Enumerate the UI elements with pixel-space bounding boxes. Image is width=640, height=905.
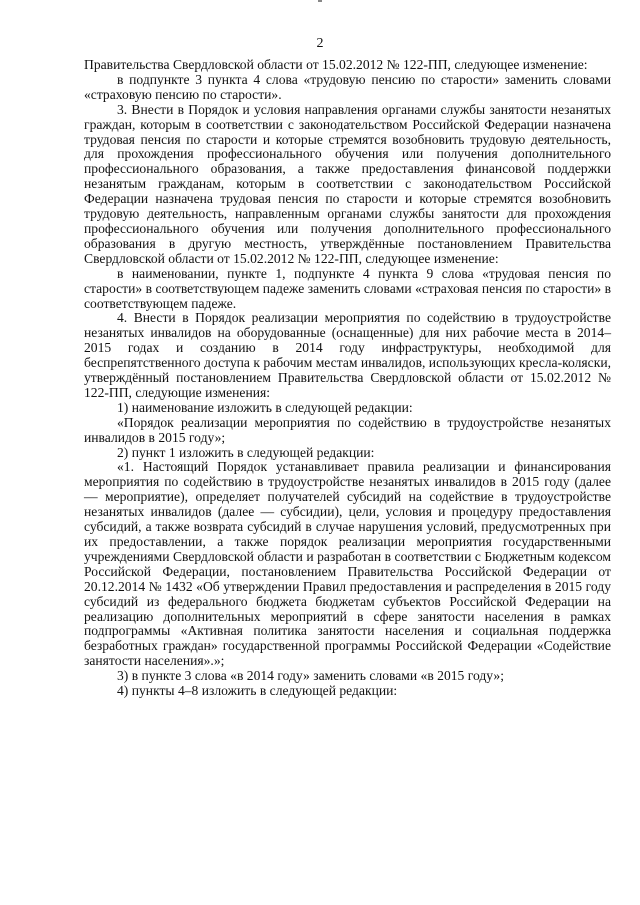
paragraph: 3. Внести в Порядок и условия направления органами службы занятости незанятых граждан, которым в соответствии с законодательством Российской Федерации назначена трудовая пенсия по старости и которые стремятся возобновить трудовую деятельность, для прохождения профессионального обучения или получения дополнительного профессионального образования, а также предоставления финансовой поддержки незанятым гражданам, которым в соответствии с законодательством Российской Федерации назначена трудовая пенсия по старости и которые стремятся возобновить трудовую деятельность, направленным органами службы занятости для прохождения профессионального обучения или получения дополнительного профессионального образования в другую местность, утверждённые постановлением Правительства Свердловской области от 15.02.2012 № 122-ПП, следующее изменение: — [84, 101, 611, 266]
paragraph: 2) пункт 1 изложить в следующей редакции: — [117, 444, 375, 460]
paragraph: в подпункте 3 пункта 4 слова «трудовую пенсию по старости» заменить словами «страховую пенсию по старости». — [84, 71, 611, 102]
paragraph: Правительства Свердловской области от 15.02.2012 № 122-ПП, следующее изменение: — [84, 57, 588, 72]
paragraph: 1) наименование изложить в следующей редакции: — [117, 399, 413, 415]
scan-artifact — [318, 0, 322, 2]
paragraph: 3) в пункте 3 слова «в 2014 году» заменить словами «в 2015 году»; — [117, 668, 505, 684]
page-number: 2 — [316, 36, 324, 51]
document-body — [84, 58, 611, 699]
paragraph: 4) пункты 4–8 изложить в следующей редакции: — [117, 683, 398, 699]
paragraph: в наименовании, пункте 1, подпункте 4 пункта 9 слова «трудовая пенсия по старости» в соответствующем падеже заменить словами «страховая пенсия по старости» в соответствующем падеже. — [84, 265, 611, 311]
paragraph: «Порядок реализации мероприятия по содействию в трудоустройстве незанятых инвалидов в 2015 году»; — [84, 414, 611, 445]
paragraph: 4. Внести в Порядок реализации мероприятия по содействию в трудоустройстве незанятых инвалидов на оборудованные (оснащенные) для них рабочие места в 2014–2015 годах и созданию в 2014 году инфраструктуры, необходимой для беспрепятственного доступа к рабочим местам инвалидов, использующих кресла-коляски, утверждённый постановлением Правительства Свердловской области от 15.02.2012 № 122-ПП, следующие изменения: — [84, 310, 611, 400]
paragraph: «1. Настоящий Порядок устанавливает правила реализации и финансирования мероприятия по содействию в трудоустройстве незанятых инвалидов в 2015 году (далее — мероприятие), определяет получателей субсидий на содействие в трудоустройстве незанятых инвалидов (далее — субсидии), цели, условия и процедуру предоставления субсидий, а также возврата субсидий в случае нарушения условий, предусмотренных при их предоставлении, а также порядок реализации мероприятия государственными учреждениями Свердловской области и разработан в соответствии с Бюджетным кодексом Российской Федерации, постановлением Правительства Российской Федерации от 20.12.2014 № 1432 «Об утверждении Правил предоставления и распределения в 2015 году субсидий из федерального бюджета бюджетам субъектов Российской Федерации на реализацию дополнительных мероприятий в сфере занятости населения в рамках подпрограммы «Активная политика занятости населения и социальная поддержка безработных граждан» государственной программы Российской Федерации «Содействие занятости населения».»; — [84, 459, 611, 669]
